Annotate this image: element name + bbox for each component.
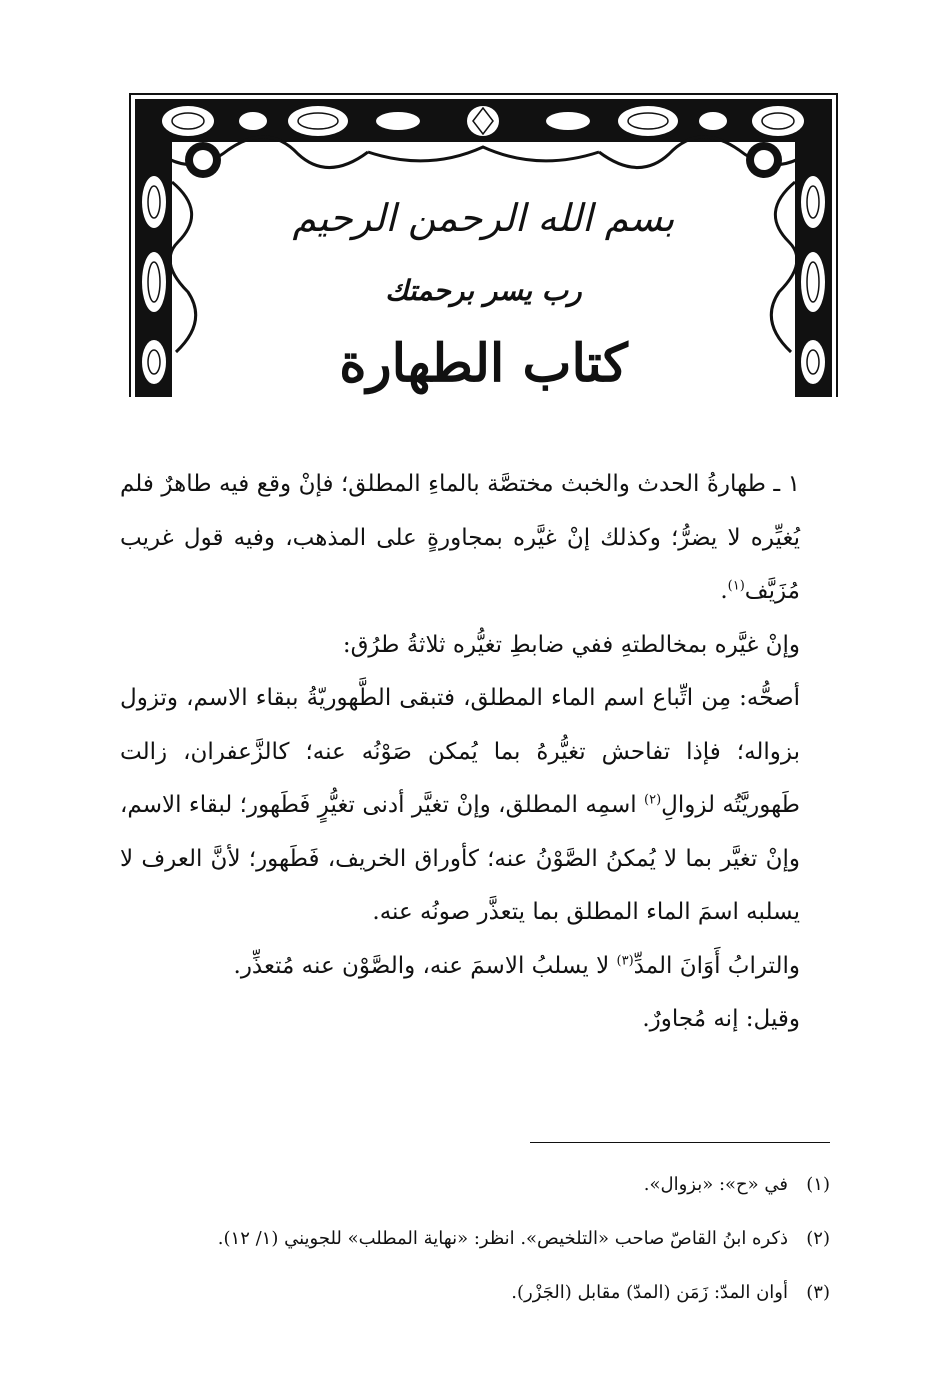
paragraph-4: والترابُ أَوَانَ المدِّ$^{(٣)}$ لا يسلبُ الاسمَ عنه، والصَّوْن عنه مُتعذِّر. <box>233 952 800 979</box>
footnote-separator <box>530 1142 830 1143</box>
footnote-ref-1[interactable]: (١) <box>727 578 745 594</box>
footnote-ref-2[interactable]: (٢) <box>644 792 662 808</box>
invocation: رب يسر برحمتك <box>385 274 582 307</box>
paragraph-5: وقيل: إنه مُجاورٌ. <box>642 1006 800 1032</box>
footnote-number: (٣) <box>806 1282 830 1303</box>
footnote-text: أوان المدّ: زَمَن (المدّ) مقابل (الجَزْر). <box>511 1282 788 1303</box>
basmala: بسم الله الرحمن الرحيم <box>292 196 675 240</box>
book-title: كتاب الطهارة <box>339 333 628 394</box>
paragraph-2: وإنْ غيَّره بمخالطتهِ ففي ضابطِ تغيُّره ثلاثةُ طرُق: <box>342 631 800 658</box>
paragraph-3: أصحُّه: مِن اتِّباع اسم الماء المطلق، فتبقى الطَّهوريّةُ ببقاء الاسم، وتزول بزواله؛ فإذا تفاحش تغيُّرهُ بما يُمكن صَوْنُه عنه؛ كالزَّعفران، زالت طَهوريَّتُه لزوالِ$^{(٢)}$ اسمِه المطلق، وإنْ تغيَّر أدنى تغيُّرٍ فَطَهور؛ لبقاء الاسم، وإنْ تغيَّر بما لا يُمكنُ الصَّوْنُ عنه؛ كأوراق الخريف، فَطَهور؛ لأنَّ العرف لا يسلبه اسمَ الماء المطلق بما يتعذَّر صونُه عنه. <box>120 685 800 925</box>
footnote-text: ذكره ابنُ القاصّ صاحب «التلخيص». انظر: «نهاية المطلب» للجويني (١/ ١٢). <box>217 1228 788 1249</box>
footnotes <box>120 1158 830 1320</box>
footnote-number: (١) <box>806 1174 830 1195</box>
footnote-2 <box>120 1212 830 1266</box>
footnote-3 <box>120 1266 830 1320</box>
footnote-1 <box>120 1158 830 1212</box>
main-text <box>120 458 840 1047</box>
footnote-ref-3[interactable]: (٣) <box>616 952 634 968</box>
paragraph-1: ١ ـ طهارةُ الحدث والخبث مختصَّة بالماءِ المطلق؛ فإنْ وقع فيه طاهرٌ فلم يُغيِّره لا يضرُّ؛ وكذلك إنْ غيَّره بمجاورةٍ على المذهب، وفيه قول غريب مُزَيَّف$^{(١)}$. <box>120 471 800 604</box>
footnote-number: (٢) <box>806 1228 830 1249</box>
footnote-text: في «ح»: «بزوال». <box>643 1174 788 1195</box>
